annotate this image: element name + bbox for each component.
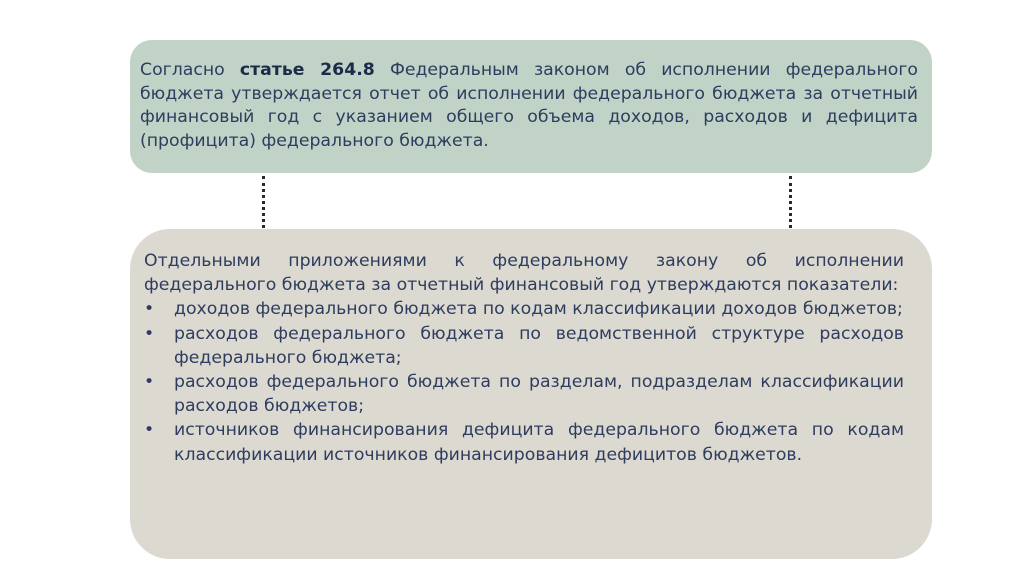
appendices-intro: Отдельными приложениями к федеральному закону об исполнении федерального бюджета за отчетный финансовый год утверждаются показатели: [144, 251, 904, 296]
summary-prefix: Согласно [140, 60, 240, 80]
list-item-text: источников финансирования дефицита федерального бюджета по кодам классификации источников финансирования дефицитов бюджетов. [174, 420, 904, 465]
list-item [144, 322, 904, 370]
article-summary-box [130, 40, 932, 173]
bullet-icon: • [144, 299, 155, 320]
list-item-text: расходов федерального бюджета по ведомственной структуре расходов федерального бюджета; [174, 323, 904, 368]
bullet-icon: • [144, 372, 155, 393]
dotted-connector-left [262, 176, 265, 228]
bullet-icon: • [144, 323, 155, 344]
bullet-icon: • [144, 420, 155, 441]
list-item [144, 297, 904, 321]
list-item [144, 418, 904, 466]
article-reference: статье 264.8 [239, 60, 375, 80]
list-item-text: расходов федерального бюджета по разделам, подразделам классификации расходов бюджетов; [174, 372, 904, 417]
article-summary-text [140, 59, 918, 153]
appendices-box [130, 229, 932, 559]
summary-body: Федеральным законом об исполнении федерального бюджета утверждается отчет об исполнении федерального бюджета за отчетный финансовый год с указанием общего объема доходов, расходов и дефицита (профицита) федерального бюджета. [140, 60, 918, 151]
indicators-list [144, 297, 904, 466]
dotted-connector-right [789, 176, 792, 228]
list-item [144, 370, 904, 418]
list-item-text: доходов федерального бюджета по кодам классификации доходов бюджетов; [174, 299, 903, 320]
